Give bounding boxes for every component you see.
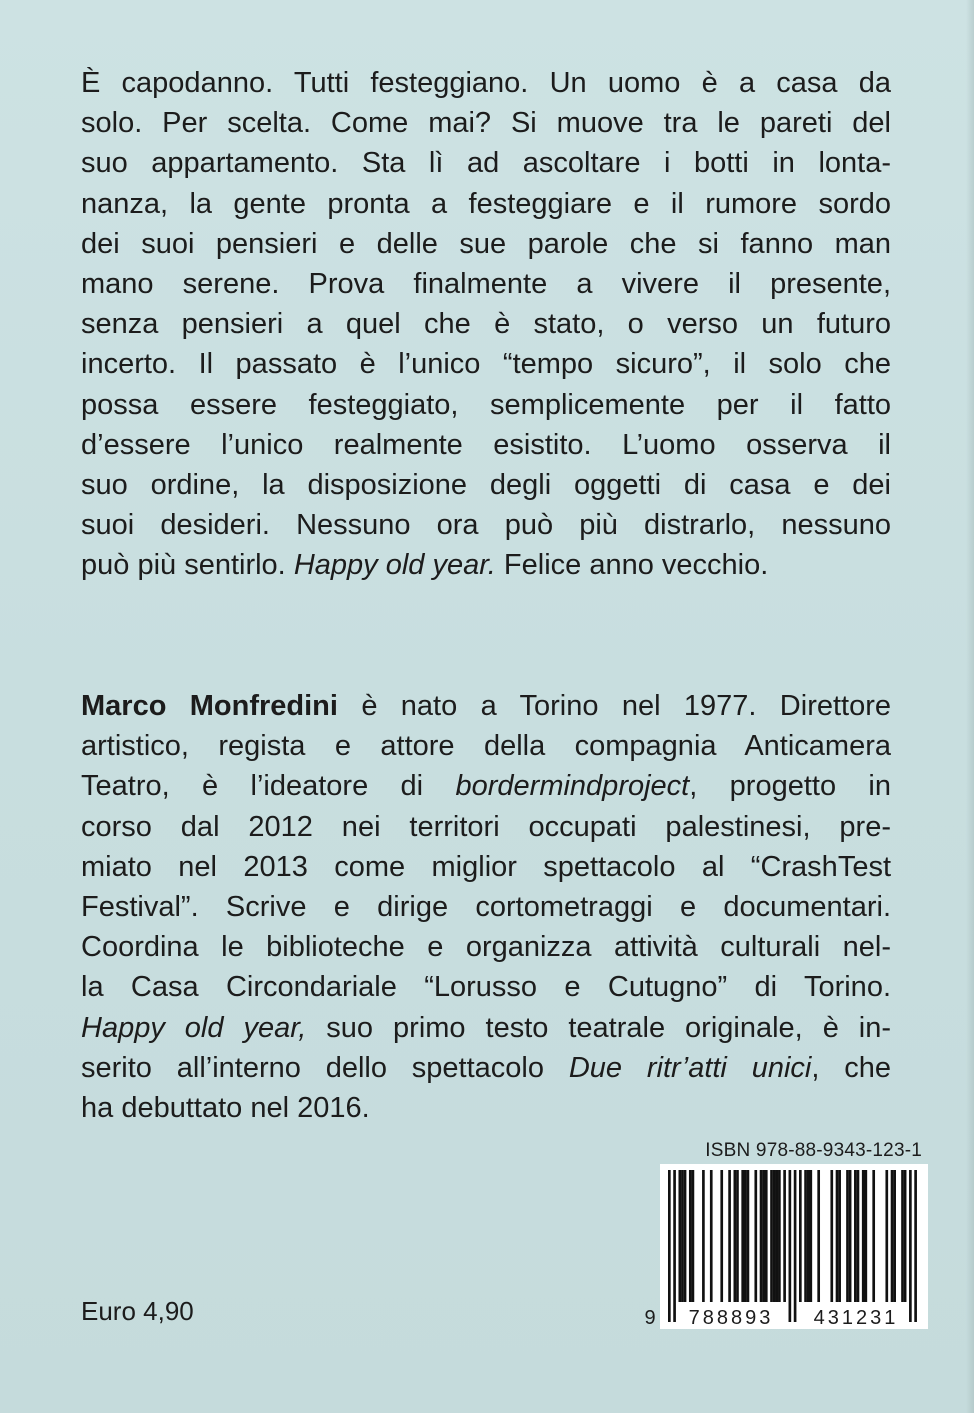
- synopsis-line: suo appartamento. Sta lì ad ascoltare i botti in lonta-: [81, 147, 891, 180]
- barcode-bar: [741, 1170, 744, 1302]
- synopsis-line: possa essere festeggiato, semplicemente per il fatto: [81, 388, 891, 421]
- synopsis-line: nanza, la gente pronta a festeggiare e il rumore sordo: [81, 187, 891, 220]
- synopsis-line: senza pensieri a quel che è stato, o verso un futuro: [81, 308, 891, 341]
- barcode-bar: [789, 1170, 792, 1322]
- barcode-bar: [773, 1170, 776, 1302]
- bio-line: [81, 686, 891, 726]
- bio-line: corso dal 2012 nei territori occupati palestinesi, pre-: [81, 810, 891, 843]
- barcode-bar: [838, 1170, 841, 1302]
- barcode-bar: [775, 1170, 778, 1302]
- synopsis-text-fragment: può più sentirlo.: [81, 549, 294, 582]
- barcode-bar: [854, 1170, 857, 1302]
- bio-line: Festival”. Scrive e dirige cortometraggi e documentari.: [81, 890, 891, 923]
- barcode-bar: [754, 1170, 757, 1302]
- barcode-bar: [807, 1170, 810, 1302]
- barcode-bar: [770, 1170, 773, 1302]
- barcode-bar: [901, 1170, 904, 1302]
- barcode-bar: [744, 1170, 747, 1302]
- barcode-bar: [893, 1170, 896, 1302]
- synopsis-line: mano serene. Prova finalmente a vivere il presente,: [81, 267, 891, 300]
- bio-text-fragment: è nato a Torino nel 1977. Direttore: [337, 690, 891, 722]
- barcode-bar: [720, 1170, 723, 1302]
- barcode-bar: [865, 1170, 868, 1302]
- synopsis-line: d’essere l’unico realmente esistito. L’uomo osserva il: [81, 428, 891, 461]
- barcode-bar: [734, 1170, 737, 1302]
- barcode-bar: [684, 1170, 687, 1302]
- bio-text-fragment: , che: [811, 1051, 891, 1084]
- barcode-bar: [783, 1170, 786, 1302]
- bio-line: [81, 1008, 891, 1048]
- book-title-italic: Happy old year.: [293, 549, 496, 582]
- barcode-bar: [799, 1170, 802, 1302]
- show-title-italic: Due ritr’atti unici: [568, 1051, 812, 1084]
- barcode-bar: [678, 1170, 681, 1302]
- barcode-bar: [836, 1170, 839, 1302]
- bio-text-fragment: suo primo testo teatrale originale, è in-: [306, 1011, 891, 1044]
- bio-text-fragment: , progetto in: [689, 770, 891, 803]
- barcode-bar: [809, 1170, 812, 1302]
- barcode-bar: [794, 1170, 797, 1322]
- barcode-bar: [817, 1170, 820, 1302]
- barcode-bar: [804, 1170, 807, 1302]
- barcode-digits-left: 788893: [688, 1307, 774, 1329]
- barcode-digits-right: 431231: [813, 1307, 899, 1329]
- barcode-bar: [681, 1170, 684, 1302]
- cover-edge-shadow: [966, 0, 974, 1413]
- author-bio-paragraph: [81, 686, 891, 1128]
- bio-text-fragment: serito all’interno dello spettacolo: [81, 1051, 569, 1084]
- synopsis-line: suoi desideri. Nessuno ora può più distrarlo, nessuno: [81, 509, 891, 542]
- synopsis-text-fragment: Felice anno vecchio.: [495, 549, 769, 582]
- isbn-barcode: [638, 1164, 928, 1329]
- bio-last-line: ha debuttato nel 2016.: [81, 1091, 370, 1124]
- bio-line: miato nel 2013 come miglior spettacolo al “CrashTest: [81, 850, 891, 883]
- barcode-bar: [914, 1170, 917, 1322]
- barcode-bar: [736, 1170, 739, 1302]
- synopsis-paragraph: [81, 63, 891, 585]
- barcode-bar: [904, 1170, 907, 1302]
- barcode-bar: [909, 1170, 912, 1322]
- synopsis-line: incerto. Il passato è l’unico “tempo sicuro”, il solo che: [81, 348, 891, 381]
- bio-line: Coordina le biblioteche e organizza attività culturali nel-: [81, 931, 891, 964]
- barcode-bar: [849, 1170, 852, 1302]
- author-name: Marco Monfredini: [81, 690, 338, 722]
- bio-line: artistico, regista e attore della compagnia Anticamera: [81, 730, 891, 763]
- barcode-bar: [689, 1170, 692, 1302]
- barcode-bar: [668, 1170, 671, 1322]
- barcode-bar: [692, 1170, 695, 1302]
- barcode-bar: [673, 1170, 676, 1322]
- barcode-bar: [728, 1170, 731, 1302]
- barcode-bar: [830, 1170, 833, 1302]
- bio-line: [81, 766, 891, 806]
- price-label: Euro 4,90: [81, 1296, 194, 1326]
- barcode-bar: [760, 1170, 763, 1302]
- bio-line: [81, 1048, 891, 1088]
- bio-line: la Casa Circondariale “Lorusso e Cutugno” di Torino.: [81, 971, 891, 1004]
- barcode-bar: [702, 1170, 705, 1302]
- synopsis-line: È capodanno. Tutti festeggiano. Un uomo è a casa da: [81, 67, 891, 99]
- barcode-bar: [872, 1170, 875, 1302]
- isbn-label: ISBN 978-88-9343-123-1: [705, 1140, 922, 1161]
- barcode-bar: [710, 1170, 713, 1302]
- barcode-bar: [762, 1170, 765, 1302]
- synopsis-line: suo ordine, la disposizione degli oggetti di casa e dei: [81, 468, 891, 501]
- synopsis-line: solo. Per scelta. Come mai? Si muove tra le pareti del: [81, 107, 891, 140]
- bio-text-fragment: Teatro, è l’ideatore di: [81, 770, 456, 803]
- barcode-bar: [885, 1170, 888, 1302]
- barcode-bar: [778, 1170, 781, 1302]
- barcode-bar: [846, 1170, 849, 1302]
- project-name-italic: bordermindproject: [455, 770, 690, 803]
- barcode-bar: [747, 1170, 750, 1302]
- barcode-digit-first: 9: [644, 1307, 656, 1329]
- barcode-bar: [891, 1170, 894, 1302]
- synopsis-last-line: [81, 545, 891, 585]
- synopsis-line: dei suoi pensieri e delle sue parole che si fanno man: [81, 227, 891, 260]
- barcode-bar: [862, 1170, 865, 1302]
- barcode-bar: [765, 1170, 768, 1302]
- barcode-bar: [857, 1170, 860, 1302]
- book-title-italic: Happy old year,: [81, 1011, 307, 1044]
